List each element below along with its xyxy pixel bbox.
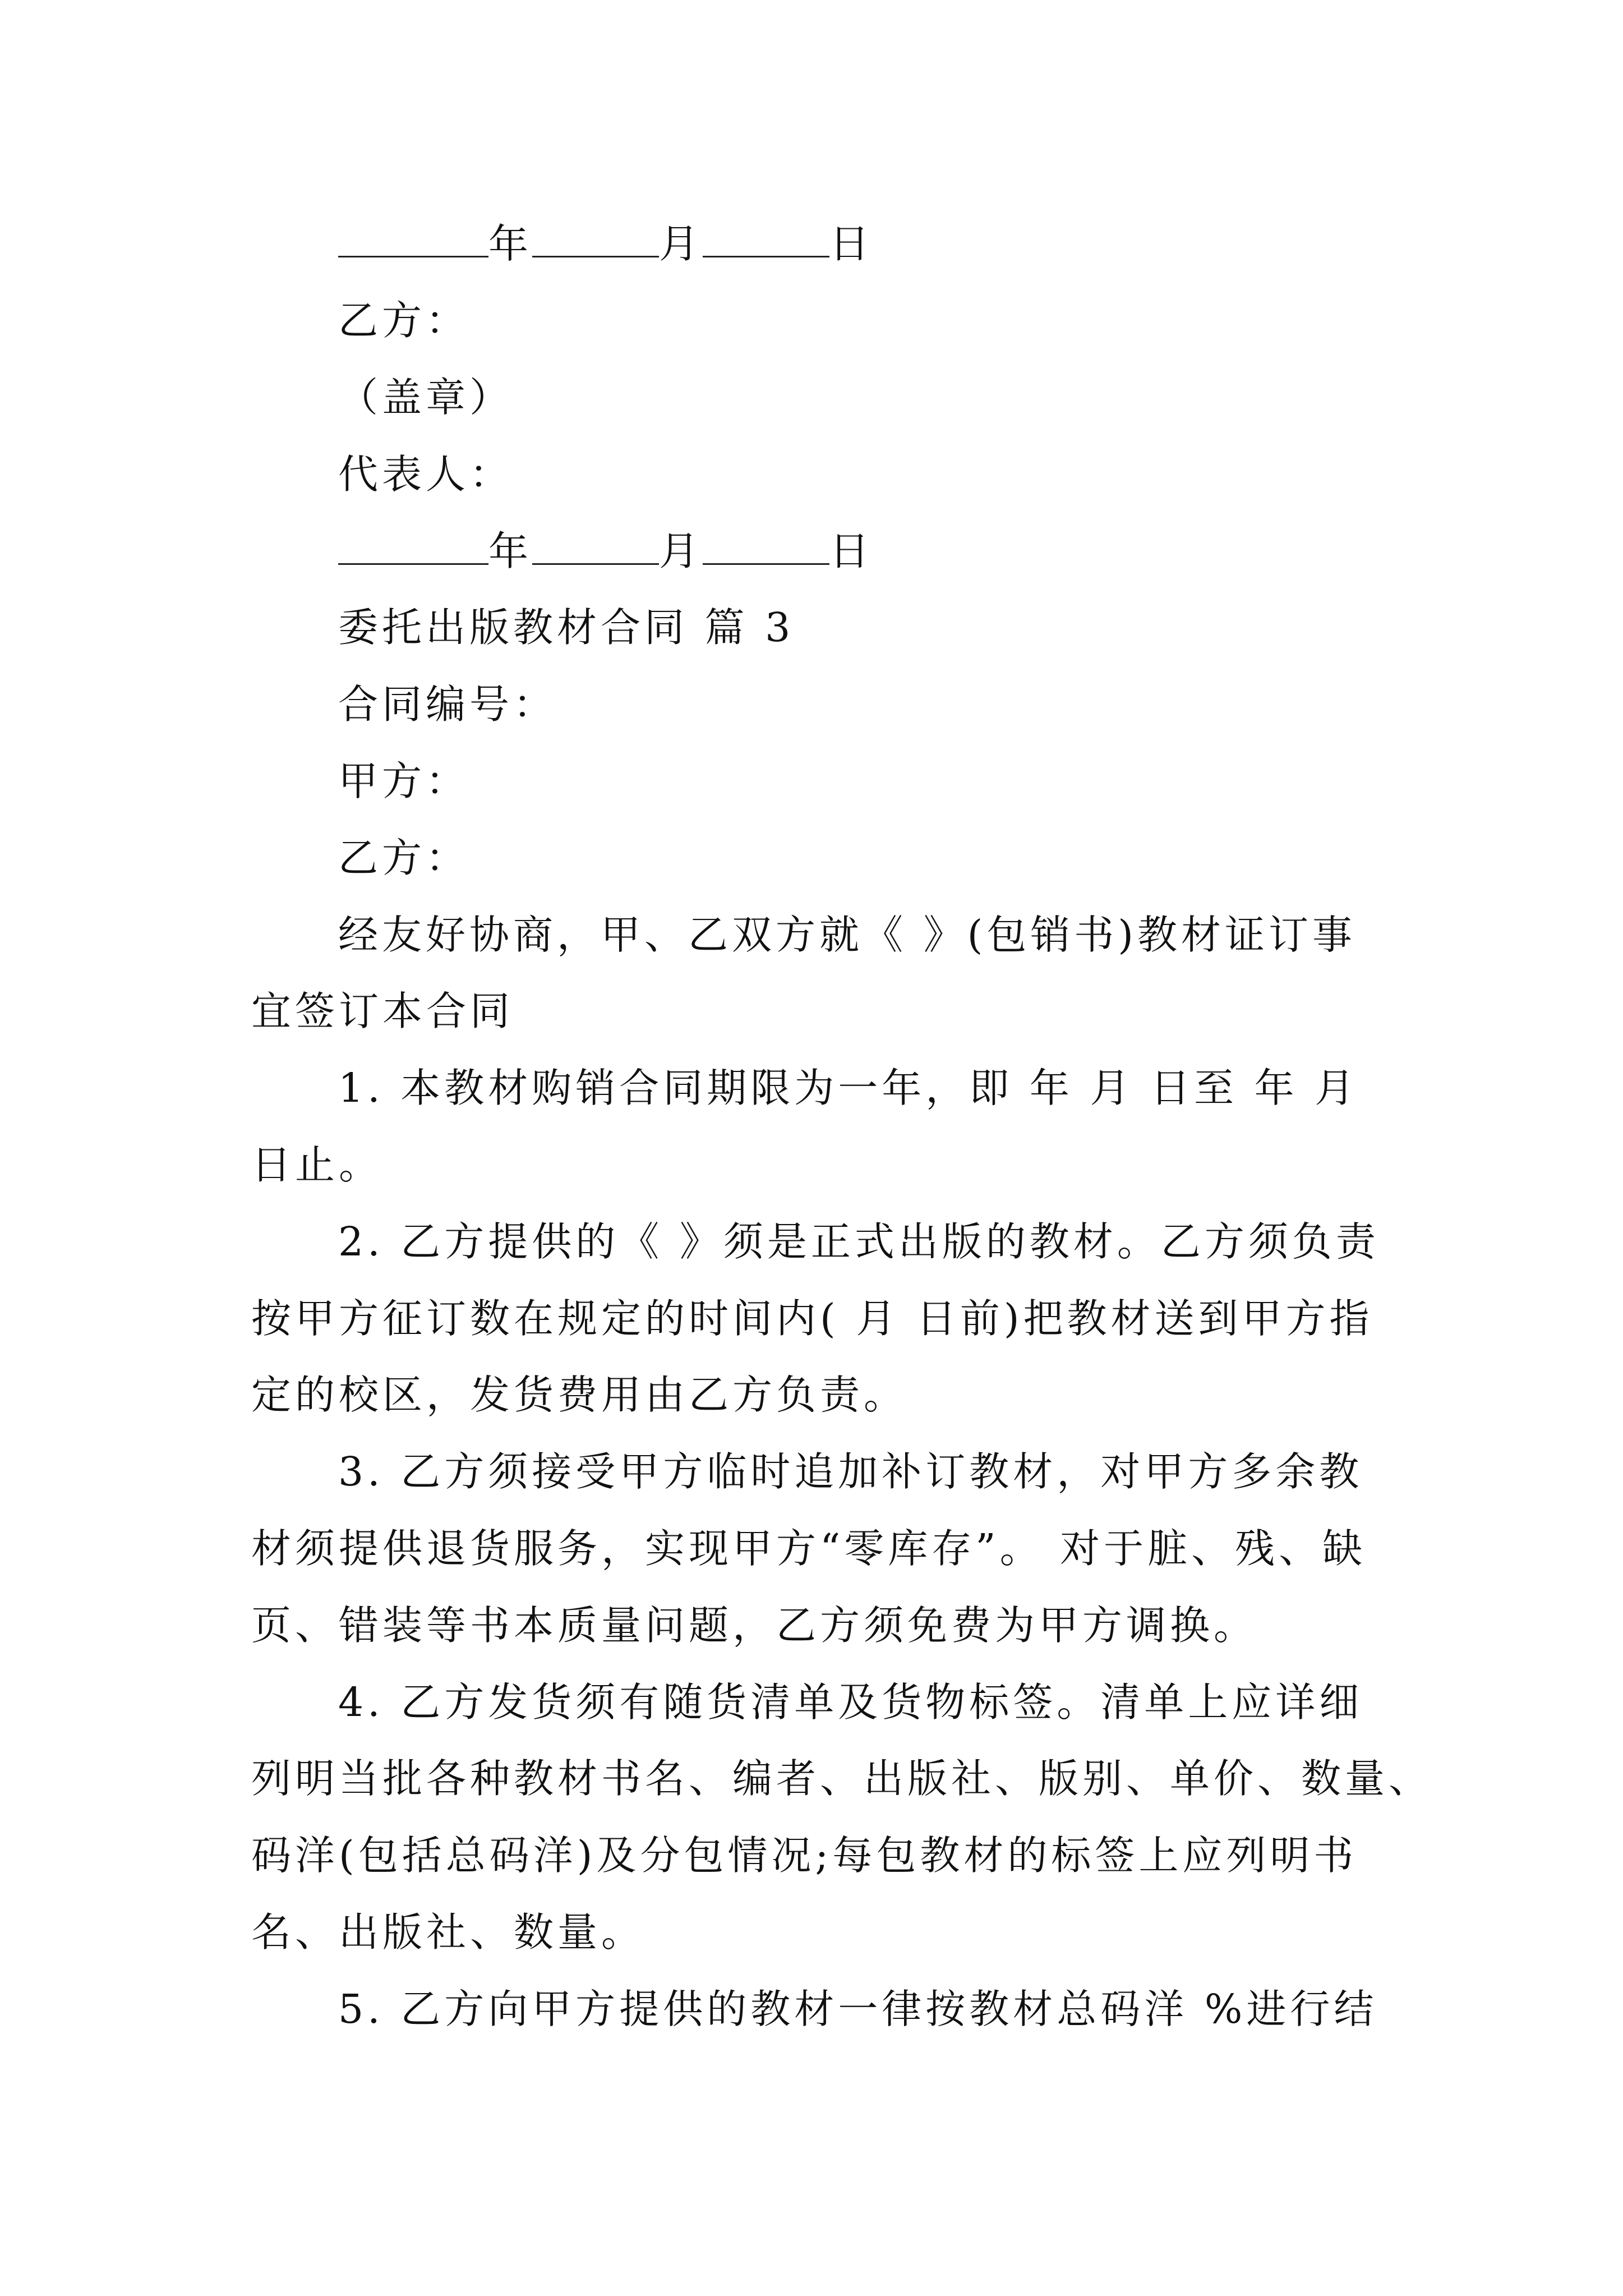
clause-3-line-2: 材须提供退货服务，实现甲方“零库存”。 对于脏、残、缺 <box>251 1525 1367 1572</box>
representative-label: 代表人： <box>338 451 514 498</box>
clause-2-line-3: 定的校区，发货费用由乙方负责。 <box>251 1372 908 1418</box>
year-blank <box>338 528 488 565</box>
party-a-label: 甲方： <box>338 758 470 804</box>
year-char: 年 <box>488 220 533 267</box>
year-char: 年 <box>488 528 533 574</box>
intro-line-2: 宜签订本合同 <box>251 988 514 1034</box>
day-blank <box>703 221 829 257</box>
clause-4-line-1: 4. 乙方发货须有随货清单及货物标签。清单上应详细 <box>338 1679 1363 1726</box>
date-line-2 <box>338 526 873 577</box>
clause-3-line-1: 3. 乙方须接受甲方临时追加补订教材，对甲方多余教 <box>338 1448 1363 1495</box>
clause-2-line-1: 2. 乙方提供的《 》须是正式出版的教材。乙方须负责 <box>338 1218 1380 1265</box>
clause-4-line-2: 列明当批各种教材书名、编者、出版社、版别、单价、数量、 <box>251 1755 1433 1802</box>
contract-no-label: 合同编号： <box>338 681 557 728</box>
clause-2-line-2: 按甲方征订数在规定的时间内( 月 日前)把教材送到甲方指 <box>251 1295 1373 1342</box>
day-char: 日 <box>829 528 874 574</box>
day-blank <box>703 528 829 565</box>
clause-4-line-4: 名、出版社、数量。 <box>251 1909 645 1955</box>
section-title: 委托出版教材合同 篇 3 <box>338 604 795 651</box>
month-blank <box>532 221 659 257</box>
intro-line-1: 经友好协商，甲、乙双方就《 》(包销书)教材证订事 <box>338 912 1356 958</box>
party-b-label: 乙方： <box>338 835 470 881</box>
month-char: 月 <box>659 528 703 574</box>
clause-1-line-2: 日止。 <box>251 1142 383 1188</box>
month-blank <box>532 528 659 565</box>
date-line-1 <box>338 219 873 269</box>
clause-1-line-1: 1. 本教材购销合同期限为一年，即 年 月 日至 年 月 <box>338 1065 1359 1111</box>
seal-label: （盖章） <box>338 374 514 421</box>
clause-4-line-3: 码洋(包括总码洋)及分包情况;每包教材的标签上应列明书 <box>251 1832 1358 1879</box>
clause-5-line-1: 5. 乙方向甲方提供的教材一律按教材总码洋 %进行结 <box>338 1986 1378 2032</box>
party-b-signature-label: 乙方： <box>338 297 470 344</box>
year-blank <box>338 221 488 257</box>
clause-3-line-3: 页、错装等书本质量问题，乙方须免费为甲方调换。 <box>251 1602 1258 1649</box>
day-char: 日 <box>829 220 874 267</box>
month-char: 月 <box>659 220 703 267</box>
